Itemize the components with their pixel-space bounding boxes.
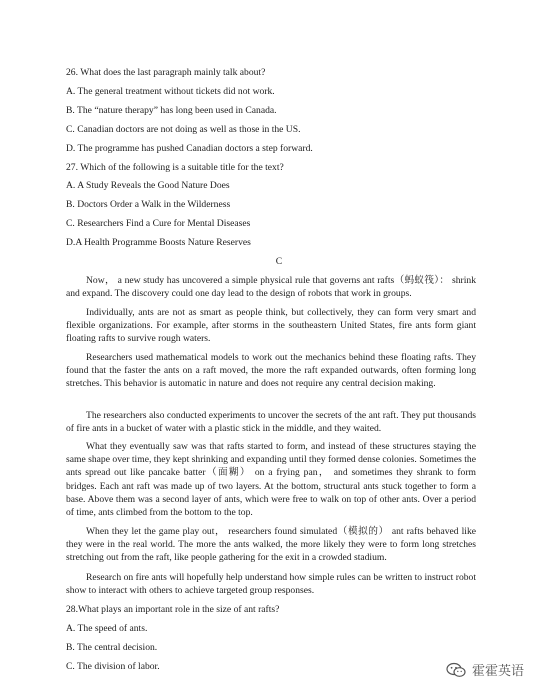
- watermark-text: 霍霍英语: [472, 664, 525, 679]
- passage-paragraph-2: Individually, ants are not as smart as people think, but collectively, they can form very smart and flexible organizations. For example, after storms in the southeastern United States, fire ants form giant floating rafts to survive rough waters.: [66, 307, 476, 345]
- passage-paragraph-3: Researchers used mathematical models to work out the mechanics behind these floating rafts. They found that the faster the ants on a raft moved, the more the raft expanded outwards, often forming long stretches. This behavior is automatic in nature and does not require any central decision making.: [66, 352, 476, 390]
- question-26-option-a: A. The general treatment without tickets did not work.: [66, 86, 275, 97]
- question-26-option-c: C. Canadian doctors are not doing as well as those in the US.: [66, 124, 301, 135]
- passage-paragraph-7: Research on fire ants will hopefully help understand how simple rules can be written to instruct robot show to interact with others to achieve targeted group responses.: [66, 572, 476, 597]
- question-27-option-a: A. A Study Reveals the Good Nature Does: [66, 180, 230, 191]
- question-27-stem: 27. Which of the following is a suitable title for the text?: [66, 162, 284, 173]
- question-27-option-c: C. Researchers Find a Cure for Mental Diseases: [66, 218, 251, 229]
- question-28-stem: 28.What plays an important role in the size of ant rafts?: [66, 604, 280, 615]
- question-26-option-b: B. The “nature therapy” has long been used in Canada.: [66, 105, 277, 116]
- question-27-option-d: D.A Health Programme Boosts Nature Reserves: [66, 237, 251, 248]
- question-28-option-a: A. The speed of ants.: [66, 623, 148, 634]
- question-26-stem: 26. What does the last paragraph mainly talk about?: [66, 67, 266, 78]
- passage-paragraph-5: What they eventually saw was that rafts started to form, and instead of these structures staying the same shape over time, they kept shrinking and expanding until they formed dense colonies. Sometimes the ants spread out like pancake batter（面糊） on a frying pan， and sometimes they shrank to form bridges. Each ant raft was made up of two layers. At the bottom, structural ants stuck together to form a base. Above them was a second layer of ants, which were free to walk on top of other ants. Over a period of time, ants climbed from the bottom to the top.: [66, 441, 476, 519]
- passage-paragraph-6: When they let the game play out， researchers found simulated（模拟的） ant rafts behaved like they were in the real world. The more the ants walked, the more likely they were to form long stretches stretching out from the raft, like people gathering for the exit in a crowded stadium.: [66, 526, 476, 564]
- passage-paragraph-4: The researchers also conducted experiments to uncover the secrets of the ant raft. They put thousands of fire ants in a bucket of water with a plastic stick in the middle, and they waited.: [66, 410, 476, 435]
- question-28-option-b: B. The central decision.: [66, 642, 158, 653]
- question-26-option-d: D. The programme has pushed Canadian doctors a step forward.: [66, 143, 313, 154]
- wechat-icon: [446, 662, 466, 678]
- question-28-option-c: C. The division of labor.: [66, 661, 160, 672]
- passage-paragraph-1: Now， a new study has uncovered a simple physical rule that governs ant rafts（蚂蚁筏）： shrink and expand. The discovery could one day lead to the design of robots that work in groups.: [66, 275, 476, 300]
- section-label: C: [275, 256, 283, 267]
- question-27-option-b: B. Doctors Order a Walk in the Wilderness: [66, 199, 231, 210]
- watermark: [446, 660, 524, 679]
